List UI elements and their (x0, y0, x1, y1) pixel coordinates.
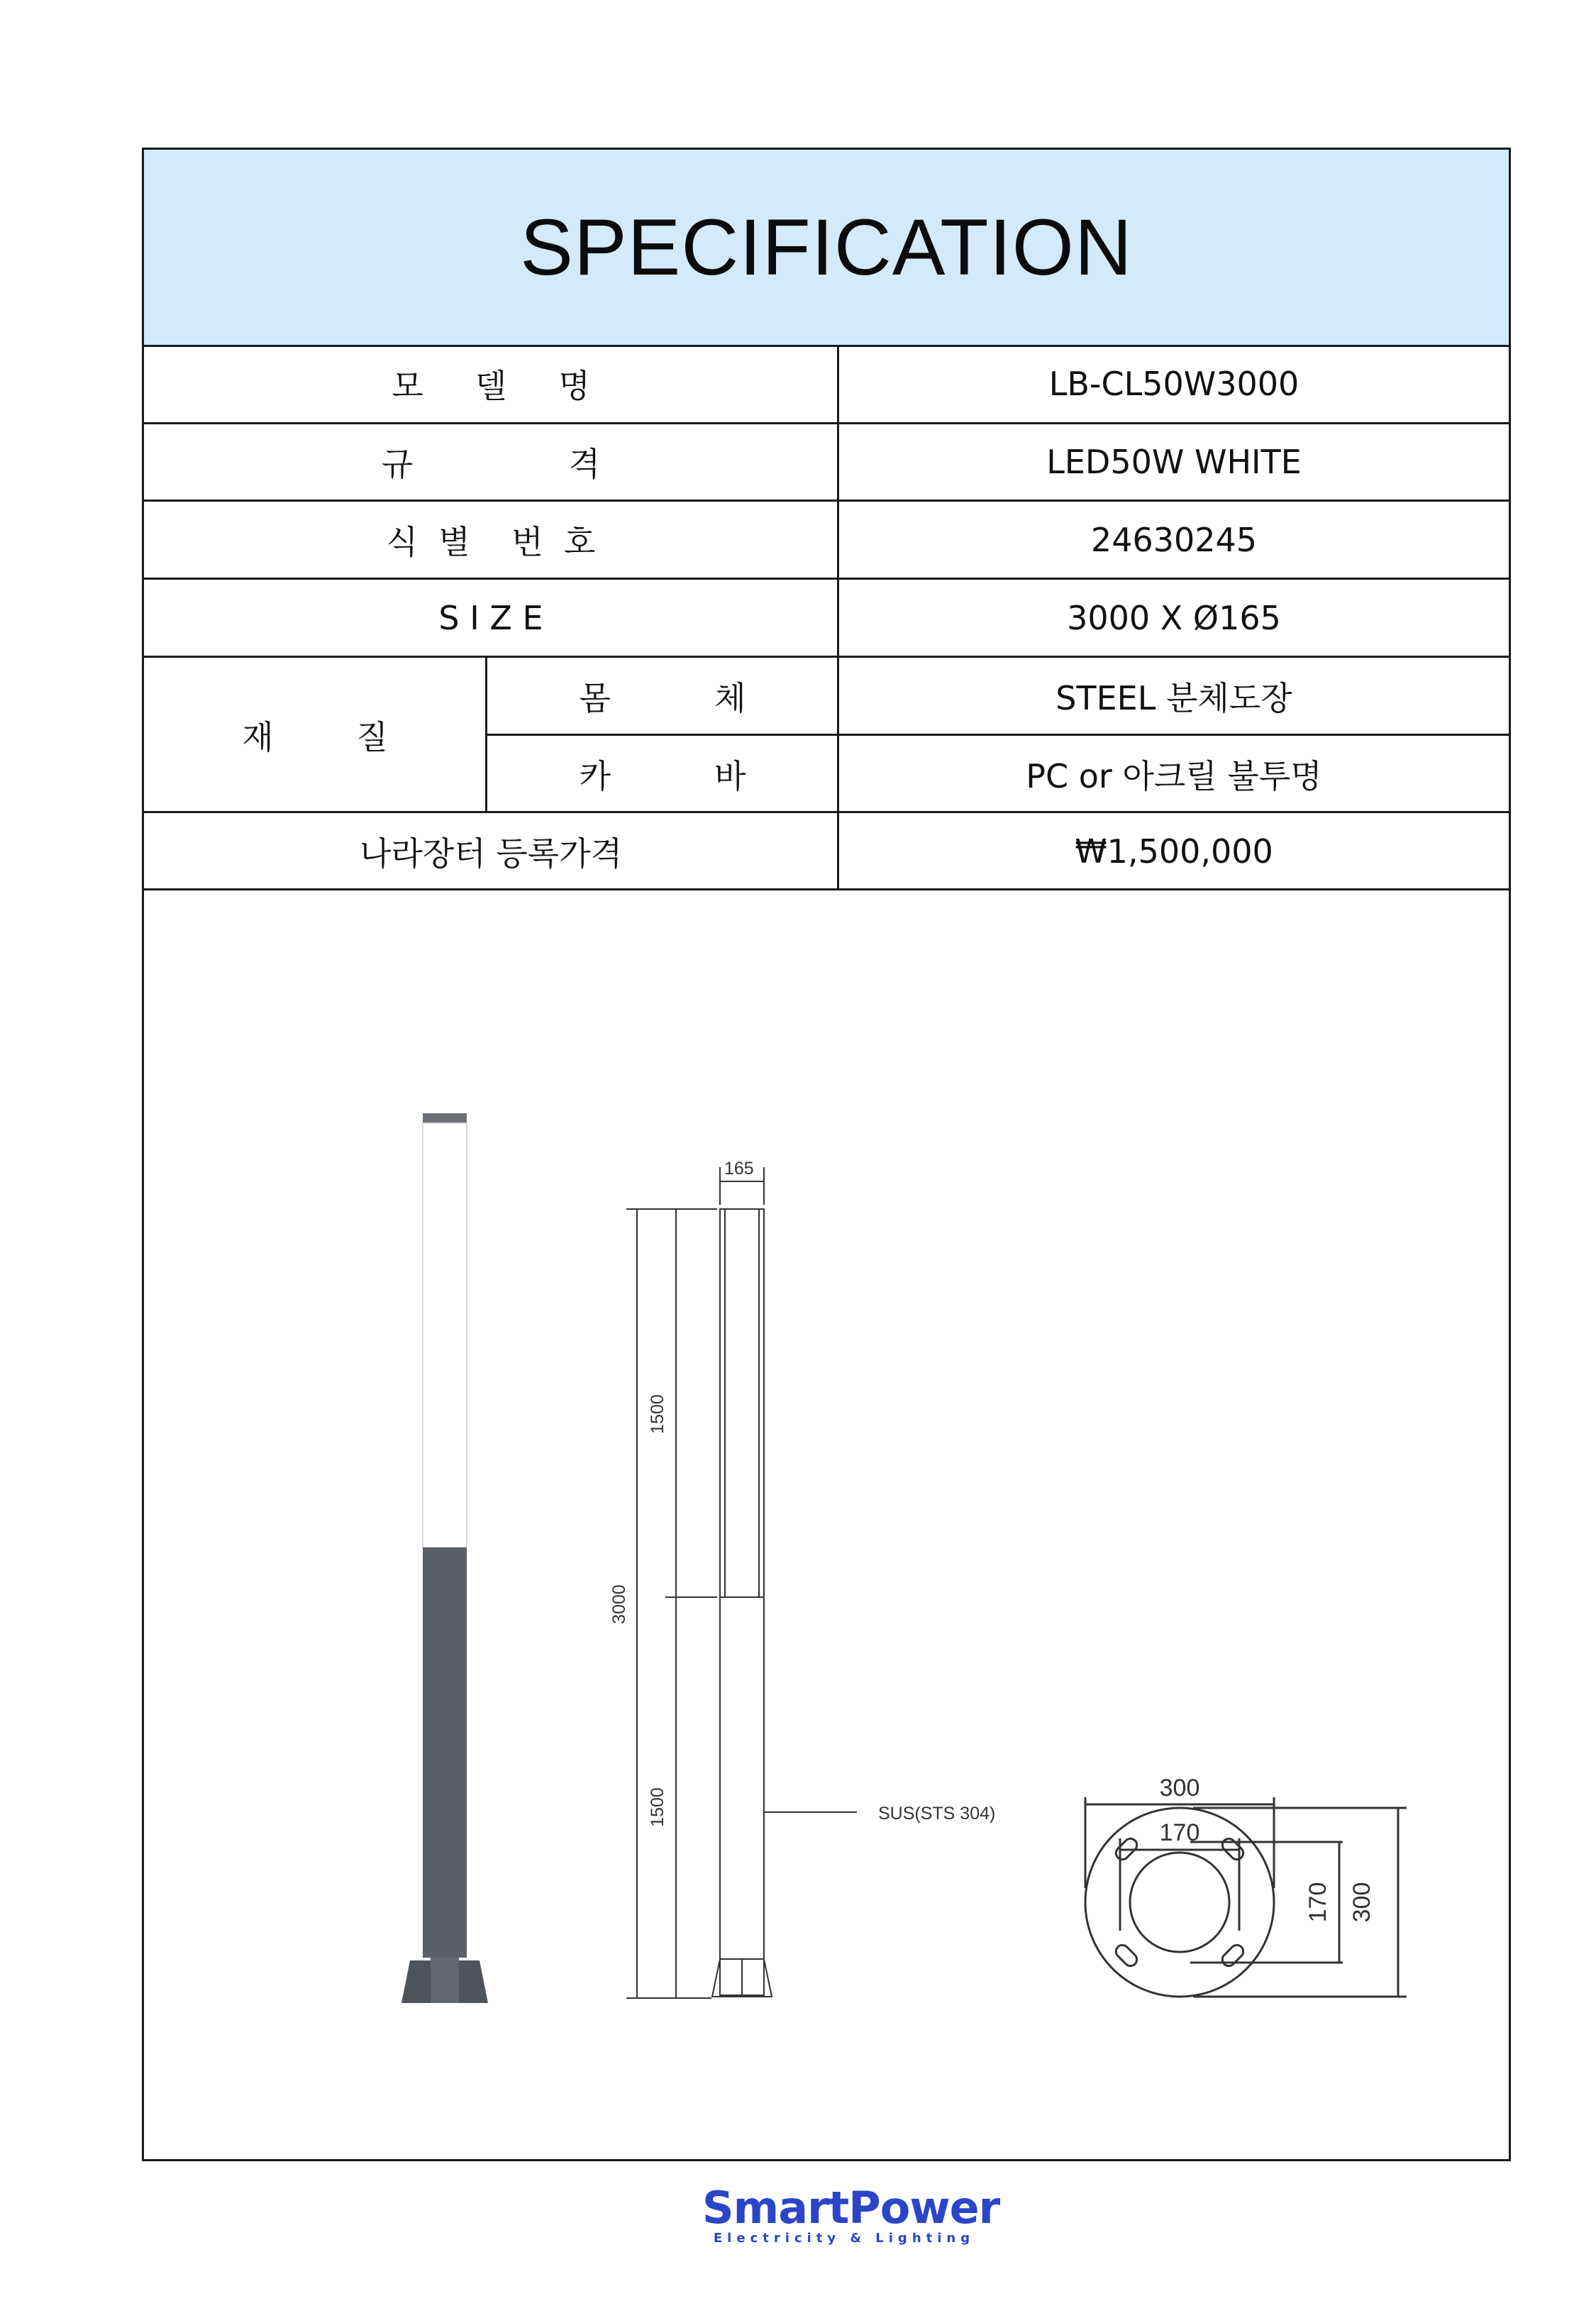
dim-lower-section: 1500 (648, 1787, 667, 1827)
value-model-name: LB-CL50W3000 (1048, 365, 1299, 403)
label-id-number: 식 별 번 호 (386, 523, 596, 561)
value-body: STEEL 분체도장 (1055, 679, 1292, 717)
label-spec: 규 격 (381, 445, 601, 483)
value-cover: PC or 아크릴 불투명 (1026, 756, 1322, 795)
dim-base-side-inner: 170 (1304, 1882, 1331, 1923)
label-price: 나라장터 등록가격 (359, 834, 623, 873)
dim-upper-section: 1500 (648, 1394, 667, 1434)
label-material: 재 질 (242, 718, 388, 756)
side-elevation (626, 1167, 857, 1998)
value-size: 3000 X Ø165 (1067, 599, 1281, 637)
value-price: ₩1,500,000 (1075, 832, 1273, 871)
dim-total-height: 3000 (609, 1584, 629, 1624)
dim-base-inner: 170 (1159, 1819, 1200, 1846)
label-cover: 카 바 (579, 756, 746, 795)
pole-render (401, 1113, 488, 2003)
label-size: S I Z E (438, 599, 543, 637)
label-body: 몸 체 (579, 679, 746, 717)
value-spec: LED50W WHITE (1046, 443, 1302, 481)
dim-base-outer: 300 (1159, 1775, 1200, 1802)
dim-base-side-outer: 300 (1348, 1882, 1375, 1923)
brand-logo (702, 2182, 1000, 2246)
brand-name: SmartPower (702, 2182, 1000, 2234)
label-model-name: 모 델 명 (392, 367, 590, 405)
brand-tagline: Electricity & Lighting (713, 2231, 975, 2246)
spec-sheet (142, 148, 1511, 2161)
dim-top-width: 165 (724, 1159, 754, 1179)
material-callout: SUS(STS 304) (878, 1804, 996, 1824)
value-id-number: 24630245 (1090, 521, 1258, 559)
technical-drawing (144, 888, 1509, 2159)
header-banner (144, 150, 1509, 347)
page-title: SPECIFICATION (520, 203, 1133, 292)
